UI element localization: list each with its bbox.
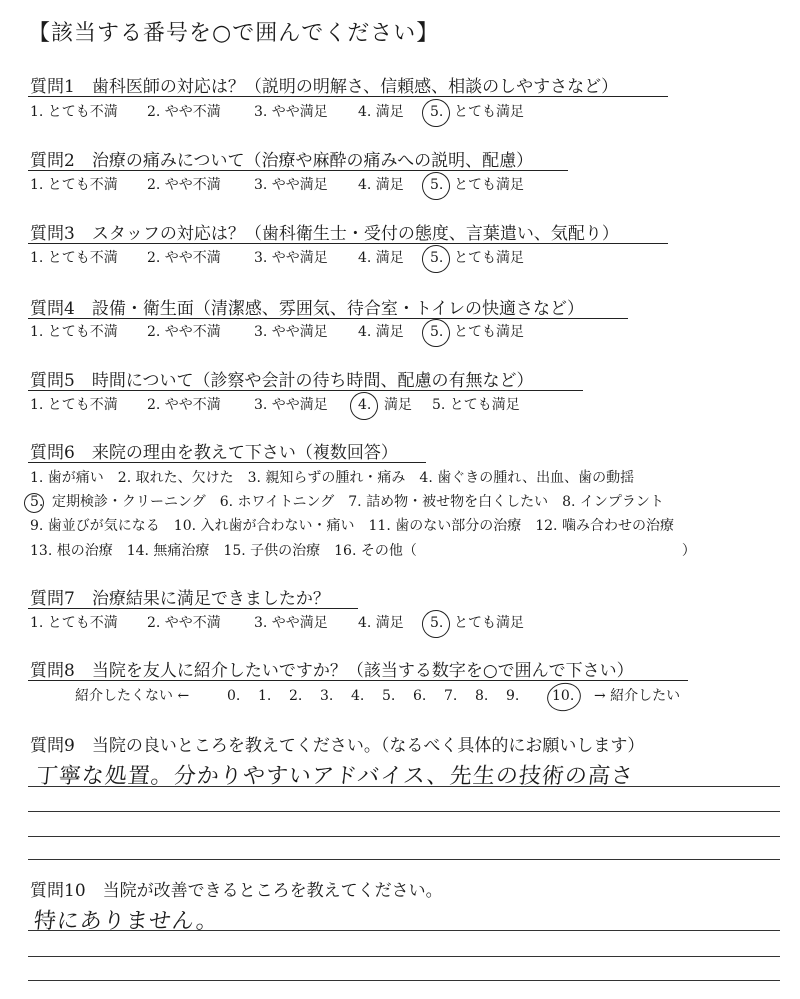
- q1-option-4[interactable]: 4. 満足: [358, 104, 404, 120]
- q3-options: [30, 247, 524, 267]
- q4-option-1[interactable]: 1. とても不満: [30, 324, 118, 340]
- answer-line: [28, 836, 780, 837]
- q8-option-8[interactable]: 8.: [475, 688, 489, 704]
- q4-option-3[interactable]: 3. やや満足: [254, 324, 328, 340]
- q3-option-5-selected[interactable]: 5.: [430, 250, 454, 266]
- q2-option-5-label: とても満足: [454, 177, 524, 193]
- q7-options: [30, 612, 524, 632]
- q8-option-1[interactable]: 1.: [258, 688, 272, 704]
- q3-option-5-label: とても満足: [454, 250, 524, 266]
- q8-option-3[interactable]: 3.: [320, 688, 334, 704]
- q6-options-row-1[interactable]: 1. 歯が痛い 2. 取れた、欠けた 3. 親知らずの腫れ・痛み 4. 歯ぐきの腫れ、出血、歯の動揺: [30, 470, 635, 486]
- answer-line: [28, 786, 780, 787]
- q8-left-label: 紹介したくない ←: [75, 688, 190, 704]
- q7-option-2[interactable]: 2. やや不満: [147, 615, 221, 631]
- divider: [28, 608, 358, 609]
- question-10: 質問10 当院が改善できるところを教えてください。: [30, 881, 443, 901]
- q5-option-4-selected[interactable]: 4.: [358, 397, 384, 413]
- question-3: 質問3 スタッフの対応は？（歯科衛生士・受付の態度、言葉遣い、気配り）: [30, 224, 619, 244]
- question-9: 質問9 当院の良いところを教えてください。（なるべく具体的にお願いします）: [30, 736, 645, 756]
- q6-options-row-2[interactable]: [30, 491, 664, 511]
- q10-handwritten-answer[interactable]: 特にありません。: [32, 909, 221, 934]
- q2-option-5-selected[interactable]: 5.: [430, 177, 454, 193]
- q7-option-3[interactable]: 3. やや満足: [254, 615, 328, 631]
- q7-option-5-selected[interactable]: 5.: [430, 615, 454, 631]
- q1-option-2[interactable]: 2. やや不満: [147, 104, 221, 120]
- answer-line: [28, 980, 780, 981]
- divider: [28, 462, 426, 463]
- q6-options-row-4[interactable]: [30, 540, 696, 560]
- q8-option-0[interactable]: 0.: [227, 688, 241, 704]
- question-2: 質問2 治療の痛みについて（治療や麻酔の痛みへの説明、配慮）: [30, 151, 534, 171]
- q8-option-2[interactable]: 2.: [289, 688, 303, 704]
- question-4: 質問4 設備・衛生面（清潔感、雰囲気、待合室・トイレの快適さなど）: [30, 299, 584, 319]
- q8-option-4[interactable]: 4.: [351, 688, 365, 704]
- question-1: 質問1 歯科医師の対応は？（説明の明解さ、信頼感、相談のしやすさなど）: [30, 77, 619, 97]
- q6-other-label: 13. 根の治療 14. 無痛治療 15. 子供の治療 16. その他（: [30, 543, 417, 559]
- question-7: 質問7 治療結果に満足できましたか？: [30, 589, 330, 609]
- q8-option-7[interactable]: 7.: [444, 688, 458, 704]
- q4-option-4[interactable]: 4. 満足: [358, 324, 404, 340]
- divider: [28, 170, 568, 171]
- divider: [28, 318, 628, 319]
- question-5: 質問5 時間について（診察や会計の待ち時間、配慮の有無など）: [30, 371, 534, 391]
- question-8: 質問8 当院を友人に紹介したいですか？（該当する数字を○で囲んで下さい）: [30, 661, 634, 681]
- q6-option-5-selected[interactable]: 5.: [30, 494, 52, 510]
- q3-option-3[interactable]: 3. やや満足: [254, 250, 328, 266]
- q8-option-6[interactable]: 6.: [413, 688, 427, 704]
- q4-options: [30, 321, 524, 341]
- q2-option-1[interactable]: 1. とても不満: [30, 177, 118, 193]
- q4-option-2[interactable]: 2. やや不満: [147, 324, 221, 340]
- q4-option-5-label: とても満足: [454, 324, 524, 340]
- q8-option-5[interactable]: 5.: [382, 688, 396, 704]
- q5-option-3[interactable]: 3. やや満足: [254, 397, 328, 413]
- form-title: 【該当する番号を○で囲んでください】: [28, 21, 440, 46]
- divider: [28, 680, 688, 681]
- answer-line: [28, 859, 780, 860]
- q8-right-label: → 紹介したい: [594, 688, 681, 704]
- q1-options: [30, 101, 524, 121]
- q6-options-row-2-text: 定期検診・クリーニング 6. ホワイトニング 7. 詰め物・被せ物を白くしたい 8. インプラント: [52, 494, 664, 510]
- divider: [28, 390, 583, 391]
- q1-option-1[interactable]: 1. とても不満: [30, 104, 118, 120]
- divider: [28, 96, 668, 97]
- q8-option-10-selected[interactable]: 10.: [552, 688, 594, 704]
- q7-option-5-label: とても満足: [454, 615, 524, 631]
- q8-option-9[interactable]: 9.: [506, 688, 520, 704]
- q2-option-4[interactable]: 4. 満足: [358, 177, 404, 193]
- q4-option-5-selected[interactable]: 5.: [430, 324, 454, 340]
- divider: [28, 243, 668, 244]
- q3-option-1[interactable]: 1. とても不満: [30, 250, 118, 266]
- q7-option-4[interactable]: 4. 満足: [358, 615, 404, 631]
- q7-option-1[interactable]: 1. とても不満: [30, 615, 118, 631]
- q5-option-4-label: 満足: [384, 397, 412, 413]
- q6-options-row-3[interactable]: 9. 歯並びが気になる 10. 入れ歯が合わない・痛い 11. 歯のない部分の治療 12. 噛み合わせの治療: [30, 518, 674, 534]
- answer-line: [28, 930, 780, 931]
- q5-option-2[interactable]: 2. やや不満: [147, 397, 221, 413]
- q2-option-3[interactable]: 3. やや満足: [254, 177, 328, 193]
- q6-other-close: ）: [681, 543, 696, 559]
- q5-options: [30, 394, 520, 414]
- question-6: 質問6 来院の理由を教えて下さい（複数回答）: [30, 443, 398, 463]
- q3-option-4[interactable]: 4. 満足: [358, 250, 404, 266]
- q8-scale: [75, 685, 680, 705]
- q2-options: [30, 174, 524, 194]
- q5-option-5[interactable]: 5. とても満足: [432, 397, 520, 413]
- q1-option-5-selected[interactable]: 5.: [430, 104, 454, 120]
- q5-option-1[interactable]: 1. とても不満: [30, 397, 118, 413]
- q9-handwritten-answer[interactable]: 丁寧な処置。分かりやすいアドバイス、先生の技術の高さ: [34, 764, 636, 789]
- selection-circle: [544, 680, 583, 714]
- q3-option-2[interactable]: 2. やや不満: [147, 250, 221, 266]
- answer-line: [28, 811, 780, 812]
- q1-option-3[interactable]: 3. やや満足: [254, 104, 328, 120]
- answer-line: [28, 956, 780, 957]
- q2-option-2[interactable]: 2. やや不満: [147, 177, 221, 193]
- q1-option-5-label: とても満足: [454, 104, 524, 120]
